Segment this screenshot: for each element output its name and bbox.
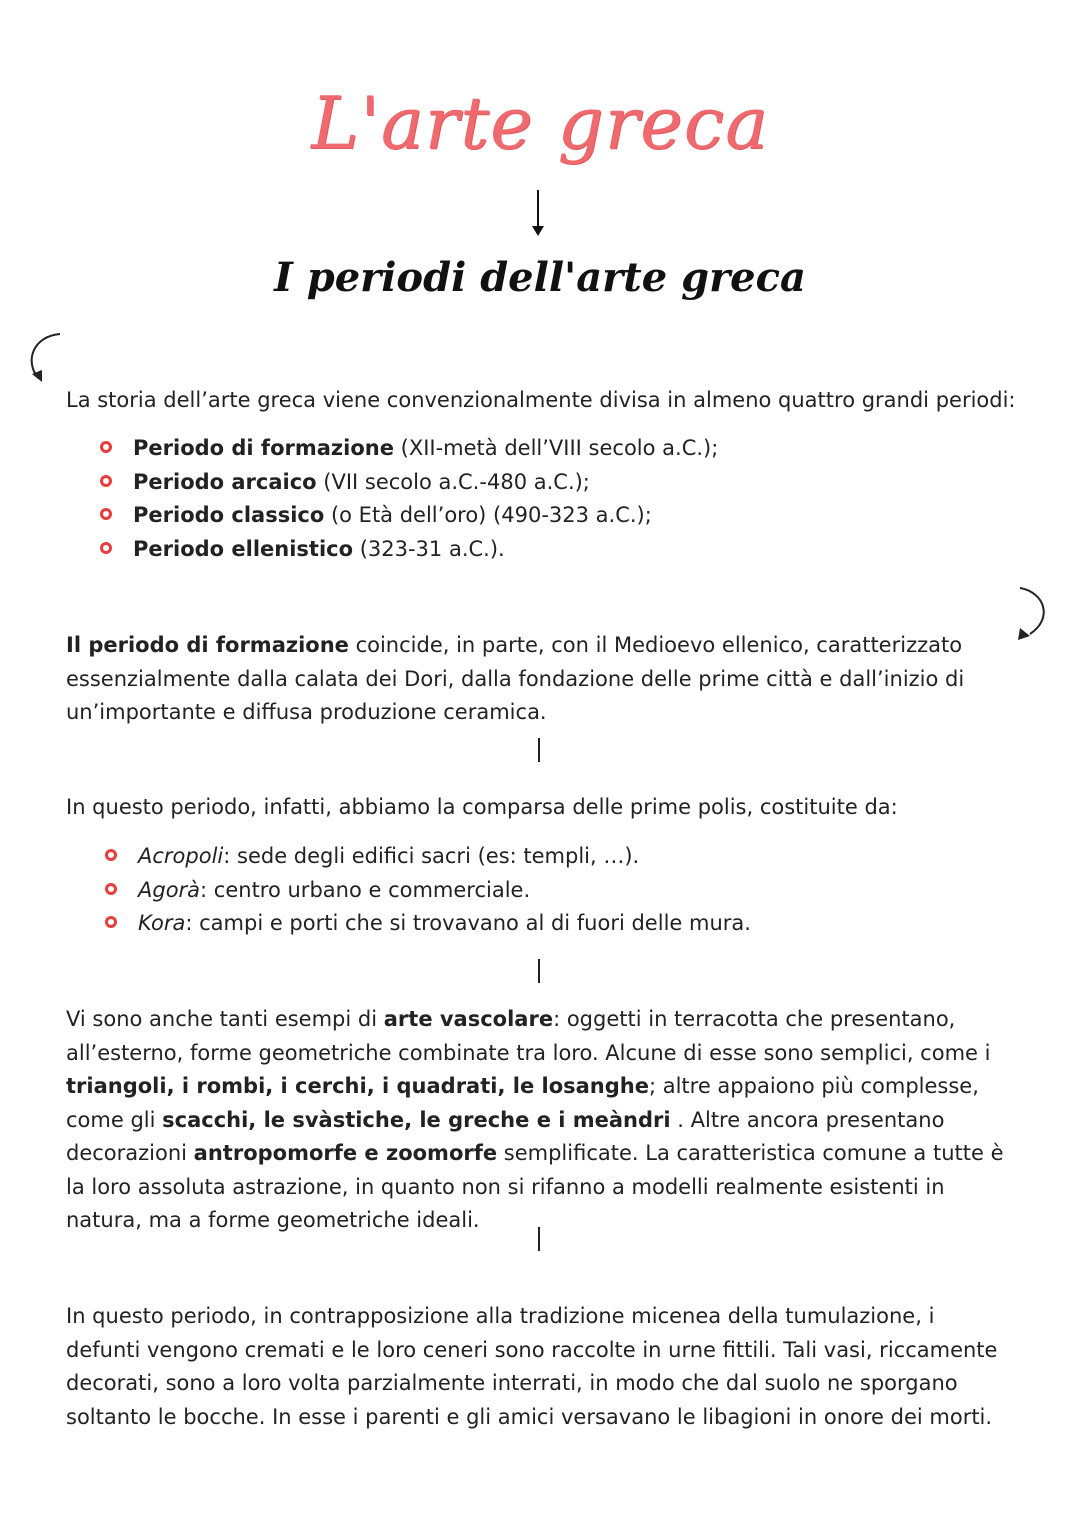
arrow-down-icon bbox=[528, 188, 548, 240]
separator-line bbox=[538, 1227, 540, 1251]
bullet-icon bbox=[100, 475, 112, 487]
list-item: Periodo di formazione (XII-metà dell’VIII secolo a.C.); bbox=[98, 432, 718, 466]
list-item: Acropoli: sede degli edifici sacri (es: templi, …). bbox=[103, 840, 751, 874]
formazione-paragraph: Il periodo di formazione coincide, in parte, con il Medioevo ellenico, caratterizzato essenzialmente dalla calata dei Dori, dalla fondazione delle prime città e dall’inizio di un’importante e diffusa produzione ceramica. bbox=[66, 633, 965, 724]
intro-paragraph: La storia dell’arte greca viene convenzionalmente divisa in almeno quattro grandi periodi: bbox=[66, 388, 1016, 412]
vascolare-paragraph: Vi sono anche tanti esempi di arte vascolare: oggetti in terracotta che presentano, all’esterno, forme geometriche combinate tra loro. Alcune di esse sono semplici, come i triangoli, i rombi, i cerchi, i quadrati, le losanghe; altre appaiono più complesse, come gli scacchi, le svàstiche, le greche e i meàndri . Altre ancora presentano decorazioni antropomorfe e zoomorfe semplificate. La caratteristica comune a tutte è la loro assoluta astrazione, in quanto non si rifanno a modelli realmente esistenti in natura, ma a forme geometriche ideali. bbox=[66, 1007, 1004, 1232]
list-item: Periodo arcaico (VII secolo a.C.-480 a.C.); bbox=[98, 466, 718, 500]
polis-intro-paragraph: In questo periodo, infatti, abbiamo la comparsa delle prime polis, costituite da: bbox=[66, 795, 898, 819]
page-subtitle: I periodi dell'arte greca bbox=[274, 254, 806, 301]
separator-line bbox=[538, 738, 540, 762]
bullet-icon bbox=[100, 542, 112, 554]
cremazione-paragraph: In questo periodo, in contrapposizione alla tradizione micenea della tumulazione, i defunti vengono cremati e le loro ceneri sono raccolte in urne fittili. Tali vasi, riccamente decorati, sono a loro volta parzialmente interrati, in modo che dal suolo ne sporgano soltanto le bocche. In esse i parenti e gli amici versavano le libagioni in onore dei morti. bbox=[66, 1304, 998, 1429]
bullet-icon bbox=[105, 883, 117, 895]
periods-list bbox=[98, 432, 718, 566]
separator-line bbox=[538, 959, 540, 983]
list-item: Periodo classico (o Età dell’oro) (490-323 a.C.); bbox=[98, 499, 718, 533]
list-item: Periodo ellenistico (323-31 a.C.). bbox=[98, 533, 718, 567]
list-item: Agorà: centro urbano e commerciale. bbox=[103, 874, 751, 908]
bullet-icon bbox=[100, 441, 112, 453]
curved-arrow-left-icon bbox=[20, 330, 66, 386]
page-title: L'arte greca bbox=[311, 81, 769, 165]
bullet-icon bbox=[105, 849, 117, 861]
bullet-icon bbox=[100, 508, 112, 520]
curved-arrow-right-icon bbox=[1010, 584, 1060, 644]
list-item: Kora: campi e porti che si trovavano al di fuori delle mura. bbox=[103, 907, 751, 941]
bullet-icon bbox=[105, 916, 117, 928]
polis-list bbox=[103, 840, 751, 941]
